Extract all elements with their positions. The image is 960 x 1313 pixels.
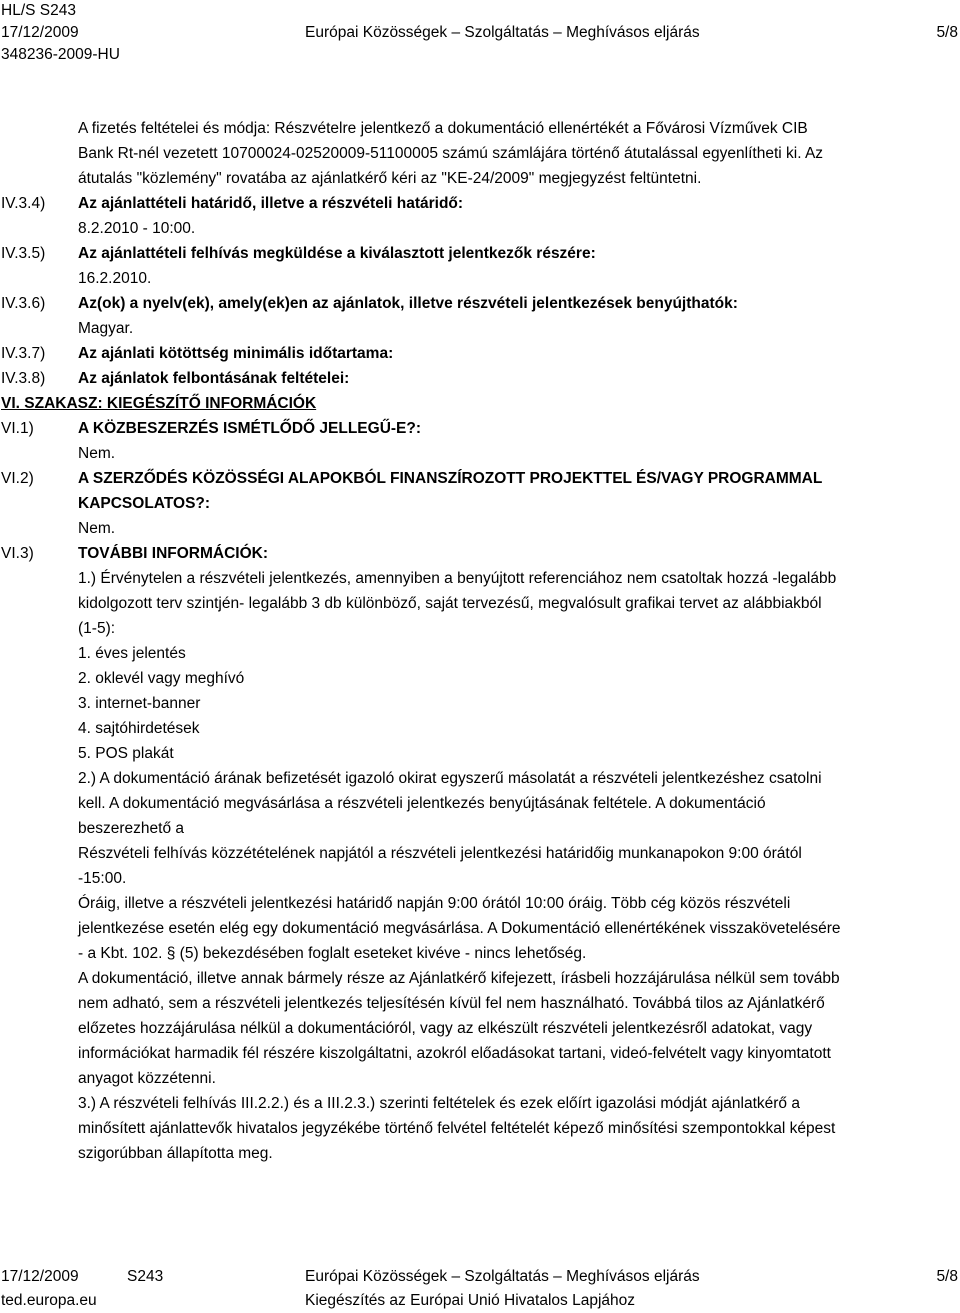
recurrence-heading: A KÖZBESZERZÉS ISMÉTLŐDŐ JELLEGŰ-E?: xyxy=(78,420,422,437)
section-number: IV.3.8) xyxy=(1,370,46,387)
section-number: IV.3.7) xyxy=(1,345,46,362)
opening-conditions-heading: Az ajánlatok felbontásának feltételei: xyxy=(78,370,350,387)
language-value: Magyar. xyxy=(78,320,134,337)
publication-reference: HL/S S243 xyxy=(1,2,76,19)
header-title: Európai Közösségek – Szolgáltatás – Meghívásos eljárás xyxy=(305,24,700,41)
footer-date: 17/12/2009 xyxy=(1,1268,79,1285)
document-body xyxy=(0,116,960,1166)
eu-funds-heading: A SZERZŐDÉS KÖZÖSSÉGI ALAPOKBÓL FINANSZÍROZOTT PROJEKTTEL ÉS/VAGY PROGRAMMAL xyxy=(78,470,823,487)
footer-supplement: Kiegészítés az Európai Unió Hivatalos Lapjához xyxy=(305,1292,635,1309)
section-number: IV.3.5) xyxy=(1,245,46,262)
additional-info-line: 2.) A dokumentáció árának befizetését igazoló okirat egyszerű másolatát a részvételi jelentkezéshez csatolni xyxy=(78,770,822,787)
footer-page-number: 5/8 xyxy=(936,1268,958,1285)
language-heading: Az(ok) a nyelv(ek), amely(ek)en az ajánlatok, illetve részvételi jelentkezések benyújthatók: xyxy=(78,295,738,312)
additional-info-line: 1. éves jelentés xyxy=(78,645,186,662)
additional-info-heading: TOVÁBBI INFORMÁCIÓK: xyxy=(78,545,269,562)
additional-info-line: (1-5): xyxy=(78,620,116,637)
additional-info-line: minősített ajánlattevők hivatalos jegyzékébe történő felvétel feltételét képező minősítési szempontokkal képest xyxy=(78,1120,836,1137)
header-page-number: 5/8 xyxy=(936,24,958,41)
additional-info-line: előzetes hozzájárulása nélkül a dokumentációról, vagy az elkészült részvételi jelentkezésről adatokat, vagy xyxy=(78,1020,813,1037)
additional-info-line: 3. internet-banner xyxy=(78,695,201,712)
additional-info-line: Részvételi felhívás közzétételének napjától a részvételi jelentkezési határidőig munkanapokon 9:00 órától xyxy=(78,845,802,862)
invitation-dispatch-value: 16.2.2010. xyxy=(78,270,152,287)
additional-info-text xyxy=(0,566,960,1166)
notice-id: 348236-2009-HU xyxy=(1,46,120,63)
additional-info-line: A dokumentáció, illetve annak bármely része az Ajánlatkérő kifejezett, írásbeli hozzájárulása nélkül sem tovább xyxy=(78,970,840,987)
page-header xyxy=(0,0,960,66)
additional-info-line: nem adható, sem a részvételi jelentkezés teljesítésén kívül fel nem használható. Továbbá tilos az Ajánlatkérő xyxy=(78,995,825,1012)
additional-info-line: 2. oklevél vagy meghívó xyxy=(78,670,245,687)
additional-info-line: 1.) Érvénytelen a részvételi jelentkezés, amennyiben a benyújtott referenciához nem csatoltak hozzá -legalább xyxy=(78,570,837,587)
recurrence-value: Nem. xyxy=(78,445,116,462)
section-vi-title: VI. SZAKASZ: KIEGÉSZÍTŐ INFORMÁCIÓK xyxy=(1,395,317,412)
section-number: IV.3.6) xyxy=(1,295,46,312)
additional-info-line: beszerezhető a xyxy=(78,820,184,837)
additional-info-line: anyagot közzétenni. xyxy=(78,1070,216,1087)
additional-info-line: - a Kbt. 102. § (5) bekezdésében foglalt eseteket kivéve - nincs lehetőség. xyxy=(78,945,587,962)
additional-info-line: -15:00. xyxy=(78,870,127,887)
bid-validity-heading: Az ajánlati kötöttség minimális időtartama: xyxy=(78,345,394,362)
deadline-heading: Az ajánlattételi határidő, illetve a részvételi határidő: xyxy=(78,195,464,212)
additional-info-line: 5. POS plakát xyxy=(78,745,174,762)
section-number: IV.3.4) xyxy=(1,195,46,212)
section-number: VI.1) xyxy=(1,420,34,437)
footer-series: S243 xyxy=(127,1268,164,1285)
section-number: VI.2) xyxy=(1,470,34,487)
additional-info-line: kell. A dokumentáció megvásárlása a részvételi jelentkezés benyújtásának feltétele. A dokumentáció xyxy=(78,795,766,812)
additional-info-line: jelentkezése esetén elég egy dokumentáció megvásárlása. A Dokumentáció ellenértékének visszakövetelésére xyxy=(78,920,841,937)
additional-info-line: kidolgozott terv szintjén- legalább 3 db különböző, saját tervezésű, megvalósult grafikai tervet az alábbiakból xyxy=(78,595,822,612)
footer-site: ted.europa.eu xyxy=(1,1292,97,1309)
footer-title: Európai Közösségek – Szolgáltatás – Meghívásos eljárás xyxy=(305,1268,700,1285)
additional-info-line: információkat harmadik fél részére kiszolgáltatni, azokról előadásokat tartani, videó-felvételt vagy kinyomtatott xyxy=(78,1045,831,1062)
eu-funds-value: Nem. xyxy=(78,520,116,537)
page-footer xyxy=(0,1265,960,1313)
payment-terms-line: átutalás "közlemény" rovatába az ajánlatkérő kéri az "KE-24/2009" megjegyzést feltüntetni. xyxy=(78,170,702,187)
section-number: VI.3) xyxy=(1,545,34,562)
additional-info-line: szigorúbban állapította meg. xyxy=(78,1145,273,1162)
payment-terms-line: Bank Rt-nél vezetett 10700024-02520009-51100005 számú számlájára történő átutalással egyenlítheti ki. Az xyxy=(78,145,824,162)
additional-info-line: Óráig, illetve a részvételi jelentkezési határidő napján 9:00 órától 10:00 óráig. Több cég közös részvételi xyxy=(78,895,791,912)
eu-funds-heading-cont: KAPCSOLATOS?: xyxy=(78,495,211,512)
deadline-value: 8.2.2010 - 10:00. xyxy=(78,220,196,237)
header-date: 17/12/2009 xyxy=(1,24,79,41)
additional-info-line: 4. sajtóhirdetések xyxy=(78,720,200,737)
invitation-dispatch-heading: Az ajánlattételi felhívás megküldése a kiválasztott jelentkezők részére: xyxy=(78,245,596,262)
payment-terms-line: A fizetés feltételei és módja: Részvételre jelentkező a dokumentáció ellenértékét a Fővárosi Vízművek CIB xyxy=(78,120,808,137)
additional-info-line: 3.) A részvételi felhívás III.2.2.) és a III.2.3.) szerinti feltételek és ezek előírt igazolási módját ajánlatkérő a xyxy=(78,1095,800,1112)
